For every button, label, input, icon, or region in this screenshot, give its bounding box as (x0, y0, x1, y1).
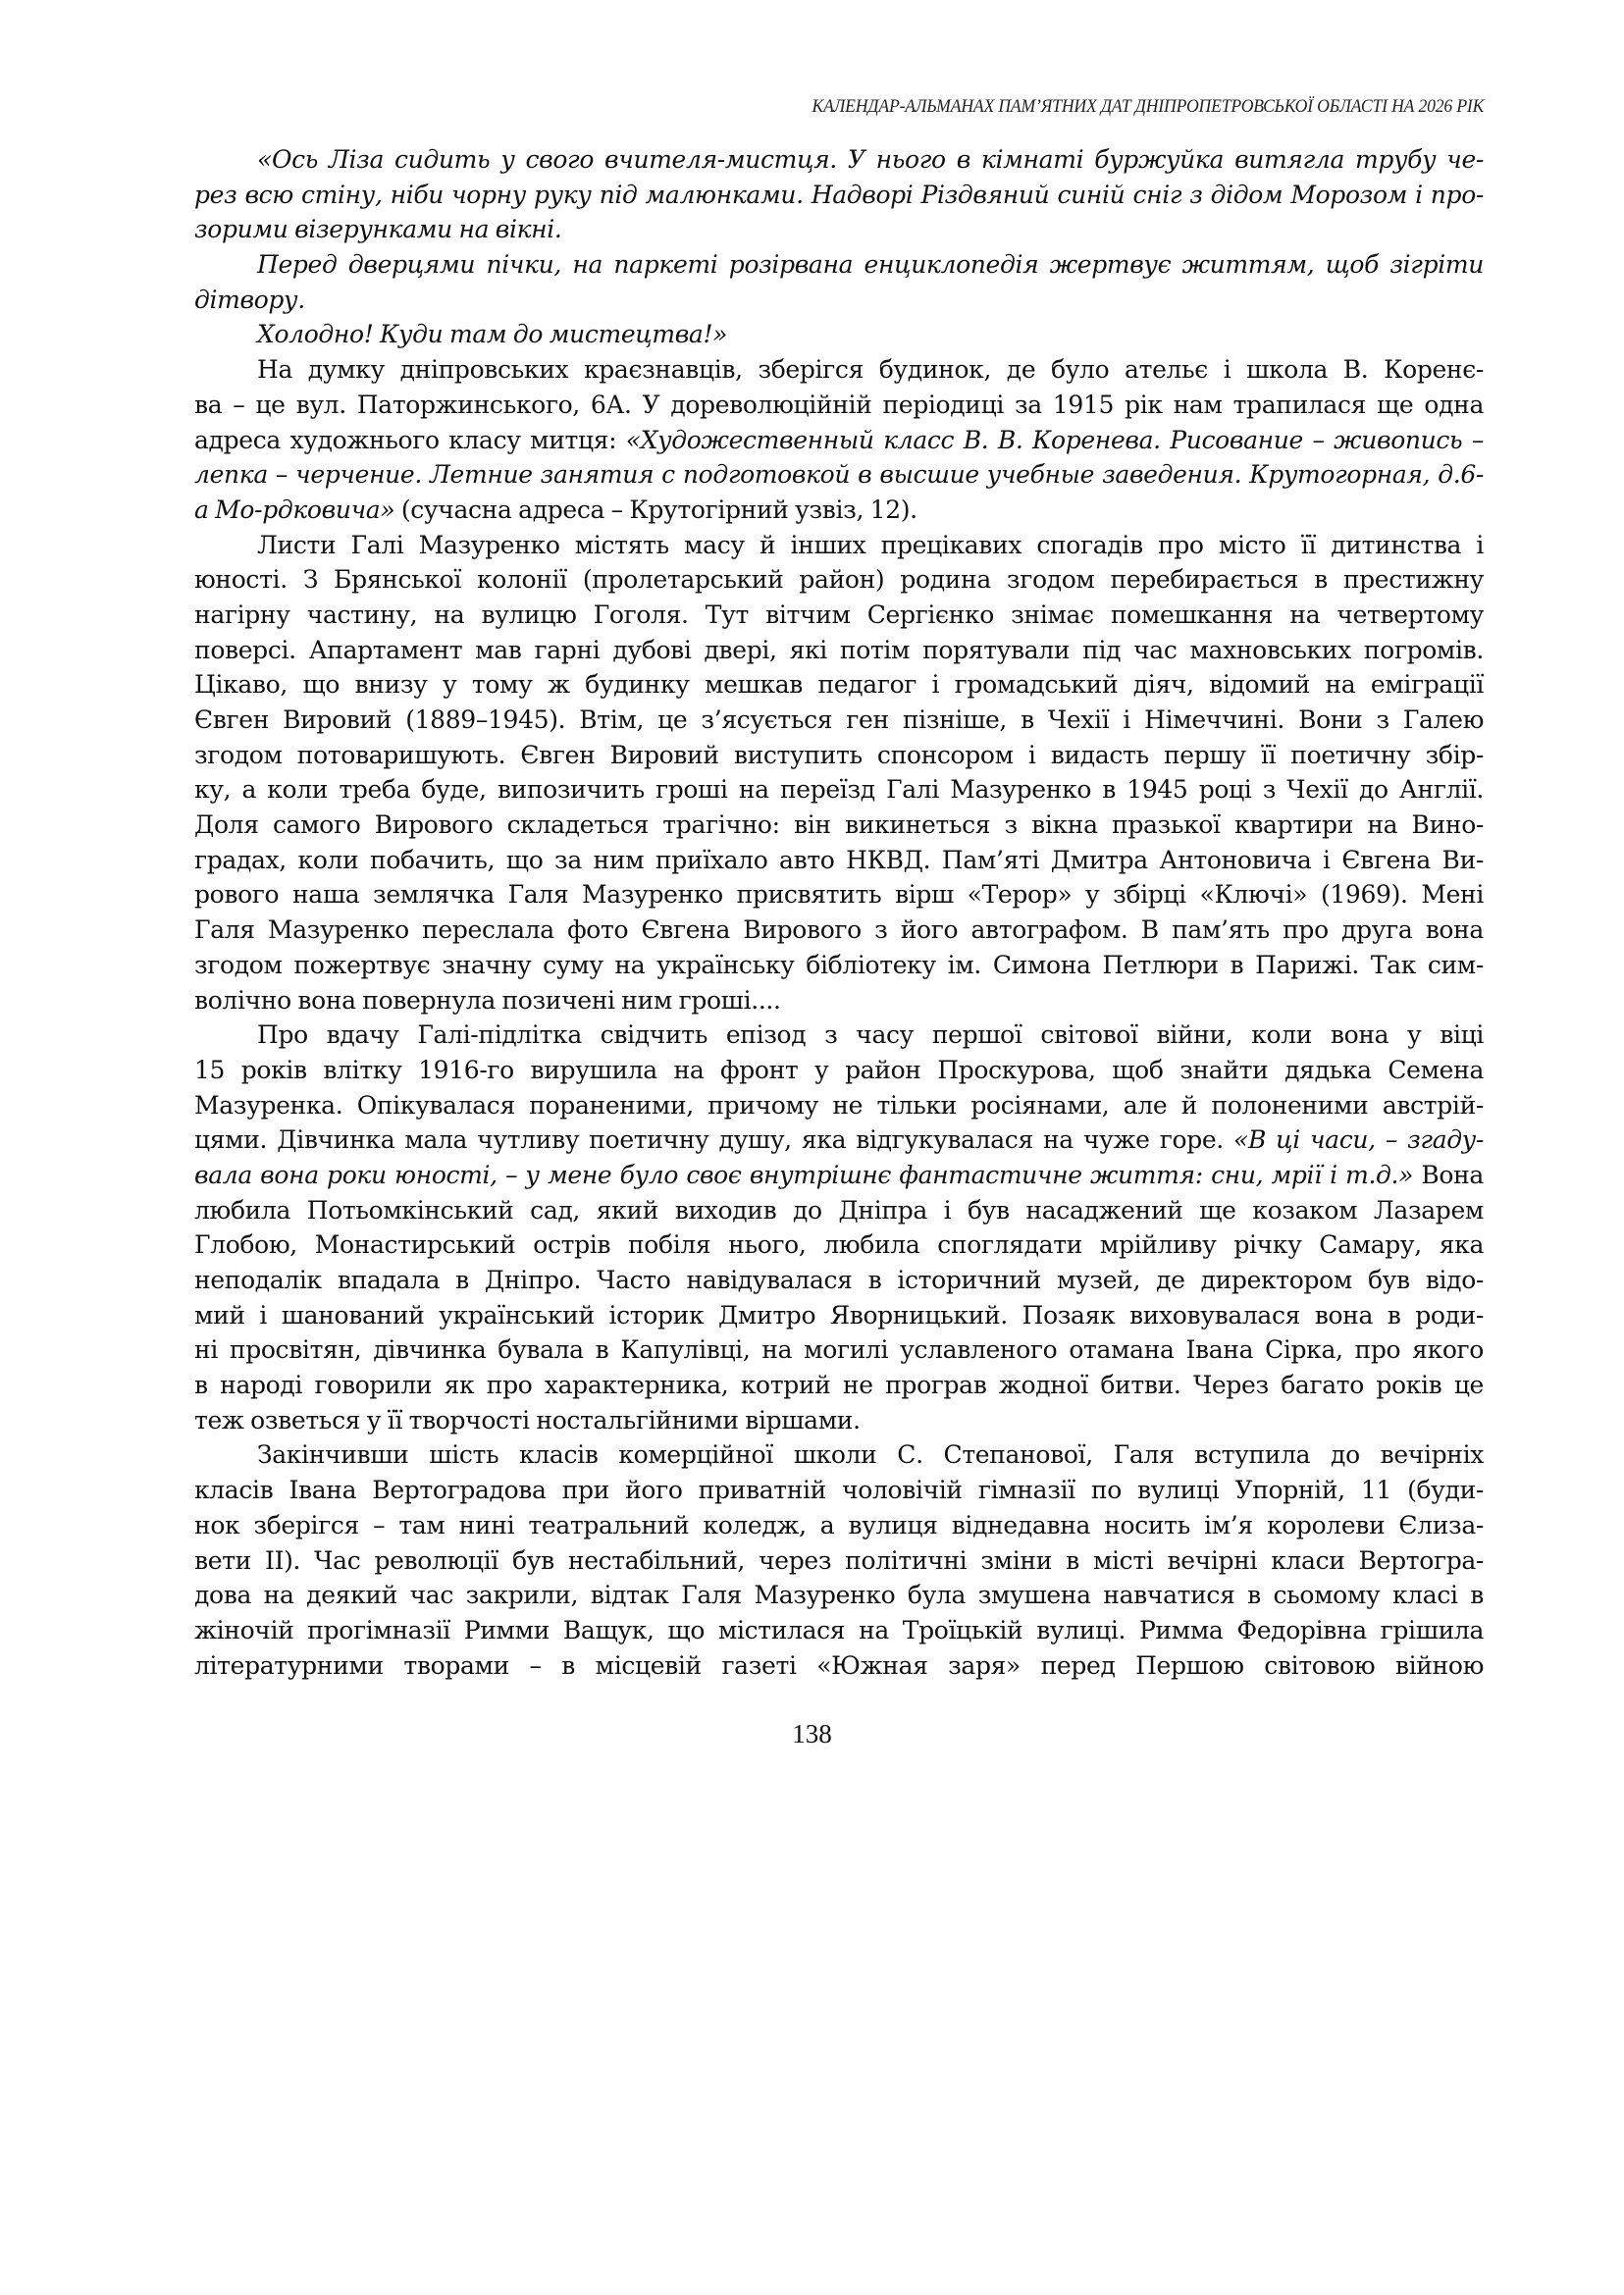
text-line-content (194, 181, 1484, 209)
text-segment: Доля самого Вирового складеться трагічно: він викинеться з вікна празької квартири на Вино- (194, 810, 1484, 840)
text-line (194, 178, 1484, 213)
italic-quote-segment: дітвору. (194, 285, 305, 314)
text-line-content (257, 1020, 1484, 1049)
text-line-content (194, 810, 1484, 839)
text-segment: любила Потьомкінський сад, який виходив до Дніпра і був насаджений ще козаком Лазарем (194, 1195, 1484, 1225)
text-line (194, 667, 1484, 703)
text-line-content (257, 250, 1484, 279)
text-segment: мий і шанований український історик Дмитро Яворницький. Позаяк виховувалася вона в роди- (194, 1300, 1484, 1330)
text-line (194, 772, 1484, 808)
text-segment: Закінчивши шість класів комерційної школи С. Степанової, Галя вступила до вечірніх (257, 1440, 1484, 1470)
text-segment: цями. Дівчинка мала чутливу поетичну душу, яка відгукувалася на чуже горе. (194, 1125, 1234, 1155)
italic-quote-segment: «Ось Ліза сидить у свого вчителя-мистця. У нього в кімнаті буржуйка витягла трубу че- (257, 145, 1484, 174)
text-line-content (194, 915, 1484, 944)
text-segment: ва – це вул. Паторжинського, 6А. У дореволюційній періодиці за 1915 рік нам трапилася ще одна (194, 390, 1484, 419)
text-line-content (194, 1616, 1484, 1644)
text-line (194, 703, 1484, 738)
text-segment: (сучасна адреса – Крутогірний узвіз, 12). (394, 495, 917, 524)
text-segment: класів Івана Вертоградова при його приватній чоловічій гімназії по вулиці Упорній, 11 (буди- (194, 1476, 1484, 1505)
text-line (194, 598, 1484, 633)
text-line-content (194, 1511, 1484, 1539)
text-line-content (194, 1651, 1484, 1680)
text-segment: дова на деякий час закрили, відтак Галя Мазуренко була змушена навчатися в сьомому класі в (194, 1581, 1484, 1610)
text-line-content (194, 600, 1484, 629)
text-line (194, 983, 1484, 1018)
text-segment: юності. З Брянської колонії (пролетарський район) родина згодом перебирається в престижну (194, 565, 1484, 595)
text-segment: 15 років влітку 1916-го вирушила на фронт у район Проскурова, щоб знайти дядька Семена (194, 1055, 1484, 1084)
text-segment: Цікаво, що внизу у тому ж будинку мешкав педагог і громадський діяч, відомий на еміграції (194, 670, 1484, 700)
text-line (194, 1437, 1484, 1473)
text-line (194, 1508, 1484, 1543)
text-line-content (194, 1406, 861, 1434)
text-line (194, 1648, 1484, 1684)
text-line-content (194, 1056, 1484, 1084)
italic-quote-segment: лепка – черчение. Летние занятия с подготовкой в высшие учебные заведения. Крутогорная, д.6- (194, 460, 1484, 490)
text-line-content (194, 1161, 1484, 1189)
text-line-content (257, 531, 1484, 559)
text-line-content (194, 215, 562, 243)
text-segment: На думку дніпровських краєзнавців, зберігся будинок, де було ательє і школа В. Коренє- (257, 355, 1484, 385)
text-segment: ку, а коли треба буде, випозичить гроші на переїзд Галі Мазуренко в 1945 році з Чехії до Англії. (194, 775, 1484, 805)
text-line (194, 1017, 1484, 1053)
text-line (194, 562, 1484, 598)
text-line-content (194, 1091, 1484, 1120)
italic-quote-segment: «Художественный класс В. В. Коренева. Рисование – живопись – (625, 425, 1484, 454)
text-line-content (194, 1546, 1484, 1575)
text-line (194, 1298, 1484, 1333)
text-line (194, 1053, 1484, 1088)
text-line-content (257, 145, 1484, 174)
text-line-content (194, 496, 917, 524)
text-segment: нок зберігся – там нині театральний коледж, а вулиця віднедавна носить ім’я королеви Єлиза- (194, 1510, 1484, 1539)
text-line-content (194, 1371, 1484, 1399)
italic-quote-segment: а Мо-рдковича» (194, 495, 395, 524)
text-line-content (194, 1125, 1484, 1154)
text-segment: вети II). Час революції був нестабільний, через політичні зміни в місті вечірні класи Вертогра- (194, 1545, 1484, 1575)
text-line (194, 1613, 1484, 1648)
text-line-content (194, 1335, 1484, 1364)
page-number: 138 (792, 1719, 832, 1748)
text-line (194, 528, 1484, 563)
text-line-content (194, 986, 781, 1015)
text-segment: Галя Мазуренко переслала фото Євгена Вирового з його автографом. В пам’ять про друга вона (194, 915, 1484, 945)
italic-quote-segment: зорими візерунками на вікні. (194, 215, 562, 244)
text-line-content (194, 775, 1484, 804)
text-line (194, 1473, 1484, 1508)
text-line (194, 283, 1484, 318)
text-segment: згодом пожертвує значну суму на українську бібліотеку ім. Симона Петлюри в Парижі. Так сим- (194, 950, 1484, 979)
italic-quote-segment: вала вона роки юності, – у мене було своє внутрішнє фантастичне життя: сни, мрії і т.д.» (194, 1160, 1414, 1189)
text-line (194, 1263, 1484, 1298)
text-line-content (194, 951, 1484, 979)
text-segment: Глобою, Монастирський острів побіля нього, любила споглядати мрійливу річку Самару, яка (194, 1230, 1484, 1260)
text-line (194, 212, 1484, 247)
text-line (194, 843, 1484, 878)
text-line-content (194, 1230, 1484, 1259)
text-line-content (194, 460, 1484, 489)
text-line-content (194, 1266, 1484, 1294)
italic-quote-segment: Перед дверцями пічки, на паркеті розірвана енциклопедія жертвує життям, щоб зігріти (257, 250, 1484, 280)
text-segment: волічно вона повернула позичені ним гроші.... (194, 985, 781, 1015)
text-line (194, 1403, 1484, 1438)
text-line (194, 1227, 1484, 1263)
text-segment: ні просвітян, дівчинка бувала в Капулівці, на могилі уславленого отамана Івана Сірка, про якого (194, 1335, 1484, 1365)
body-text (194, 142, 1484, 1683)
text-line (194, 352, 1484, 388)
text-segment: Мазуренка. Опікувалася пораненими, причому не тільки росіянами, але й полоненими австрій- (194, 1090, 1484, 1120)
text-segment: градах, коли побачить, що за ним приїхало авто НКВД. Пам’яті Дмитра Антоновича і Євгена Ви- (194, 845, 1484, 874)
text-segment: рового наша землячка Галя Мазуренко присвятить вірш «Терор» у збірці «Ключі» (1969). Мені (194, 880, 1484, 910)
italic-quote-segment: рез всю стіну, ніби чорну руку під малюнками. Надворі Різдвяний синій сніг з дідом Морозом і про- (194, 180, 1484, 209)
text-line-content (194, 636, 1484, 664)
text-line-content (194, 1301, 1484, 1330)
text-segment: адреса художнього класу митця: (194, 425, 626, 454)
text-line-content (257, 1440, 1484, 1469)
text-line (194, 142, 1484, 178)
text-line (194, 423, 1484, 458)
text-segment: Про вдачу Галі-підлітка свідчить епізод з часу першої світової війни, коли вона у віці (257, 1020, 1484, 1050)
text-line (194, 493, 1484, 528)
text-segment: Листи Галі Мазуренко містять масу й інших прецікавих спогадів про місто її дитинства і (257, 530, 1484, 559)
text-line (194, 1158, 1484, 1193)
text-line-content (257, 320, 727, 348)
text-line-content (194, 741, 1484, 769)
running-header: КАЛЕНДАР-АЛЬМАНАХ ПАМ’ЯТНИХ ДАТ ДНІПРОПЕТРОВСЬКОЇ ОБЛАСТІ НА 2026 РІК (812, 96, 1484, 117)
text-line-content (194, 846, 1484, 874)
text-line (194, 1193, 1484, 1228)
text-line (194, 457, 1484, 493)
text-line (194, 388, 1484, 423)
text-segment: Євген Вировий (1889–1945). Втім, це з’ясується ген пізніше, в Чехії і Німеччині. Вони з Галею (194, 705, 1484, 734)
text-line-content (194, 1196, 1484, 1225)
text-line (194, 808, 1484, 843)
text-line-content (194, 1581, 1484, 1609)
text-segment: згодом потоваришують. Євген Вировий виступить спонсором і видасть першу її поетичну збір- (194, 740, 1484, 769)
text-line (194, 1368, 1484, 1403)
text-segment: літературними творами – в місцевій газеті «Южная заря» перед Першою світовою війною (194, 1650, 1484, 1680)
text-line-content (194, 391, 1484, 419)
text-line (194, 948, 1484, 983)
text-line (194, 738, 1484, 773)
text-line-content (194, 670, 1484, 699)
text-line (194, 877, 1484, 913)
text-line (194, 247, 1484, 283)
text-segment: неподалік впадала в Дніпро. Часто навідувалася в історичний музей, де директором був відо- (194, 1266, 1484, 1294)
text-line (194, 1578, 1484, 1613)
text-line-content (194, 880, 1484, 909)
text-line (194, 913, 1484, 948)
text-line-content (194, 565, 1484, 594)
text-line (194, 633, 1484, 668)
text-line (194, 1332, 1484, 1368)
text-line-content (194, 1476, 1484, 1504)
text-segment: нагірну частину, на вулицю Гоголя. Тут вітчим Сергієнко знімає помешкання на четвертому (194, 600, 1484, 629)
text-segment: Вона (1413, 1160, 1484, 1189)
text-line-content (194, 426, 1484, 454)
italic-quote-segment: Холодно! Куди там до мистецтва!» (257, 320, 728, 349)
text-segment: в народі говорили як про характерника, котрий не програв жодної битви. Через багато років це (194, 1371, 1484, 1400)
italic-quote-segment: «В ці часи, – згаду- (1233, 1125, 1484, 1155)
text-segment: теж озветься у її творчості ностальгійними віршами. (194, 1405, 861, 1434)
text-line (194, 317, 1484, 352)
text-line (194, 1088, 1484, 1123)
text-line-content (194, 286, 305, 314)
text-segment: поверсі. Апартамент мав гарні дубові двері, які потім порятували під час махновських погромів. (194, 635, 1484, 664)
text-line (194, 1122, 1484, 1158)
text-line-content (257, 355, 1484, 384)
text-segment: жіночій прогімназії Римми Ващук, що містилася на Троїцькій вулиці. Римма Федорівна грішила (194, 1615, 1484, 1644)
text-line (194, 1543, 1484, 1579)
text-line-content (194, 705, 1484, 734)
